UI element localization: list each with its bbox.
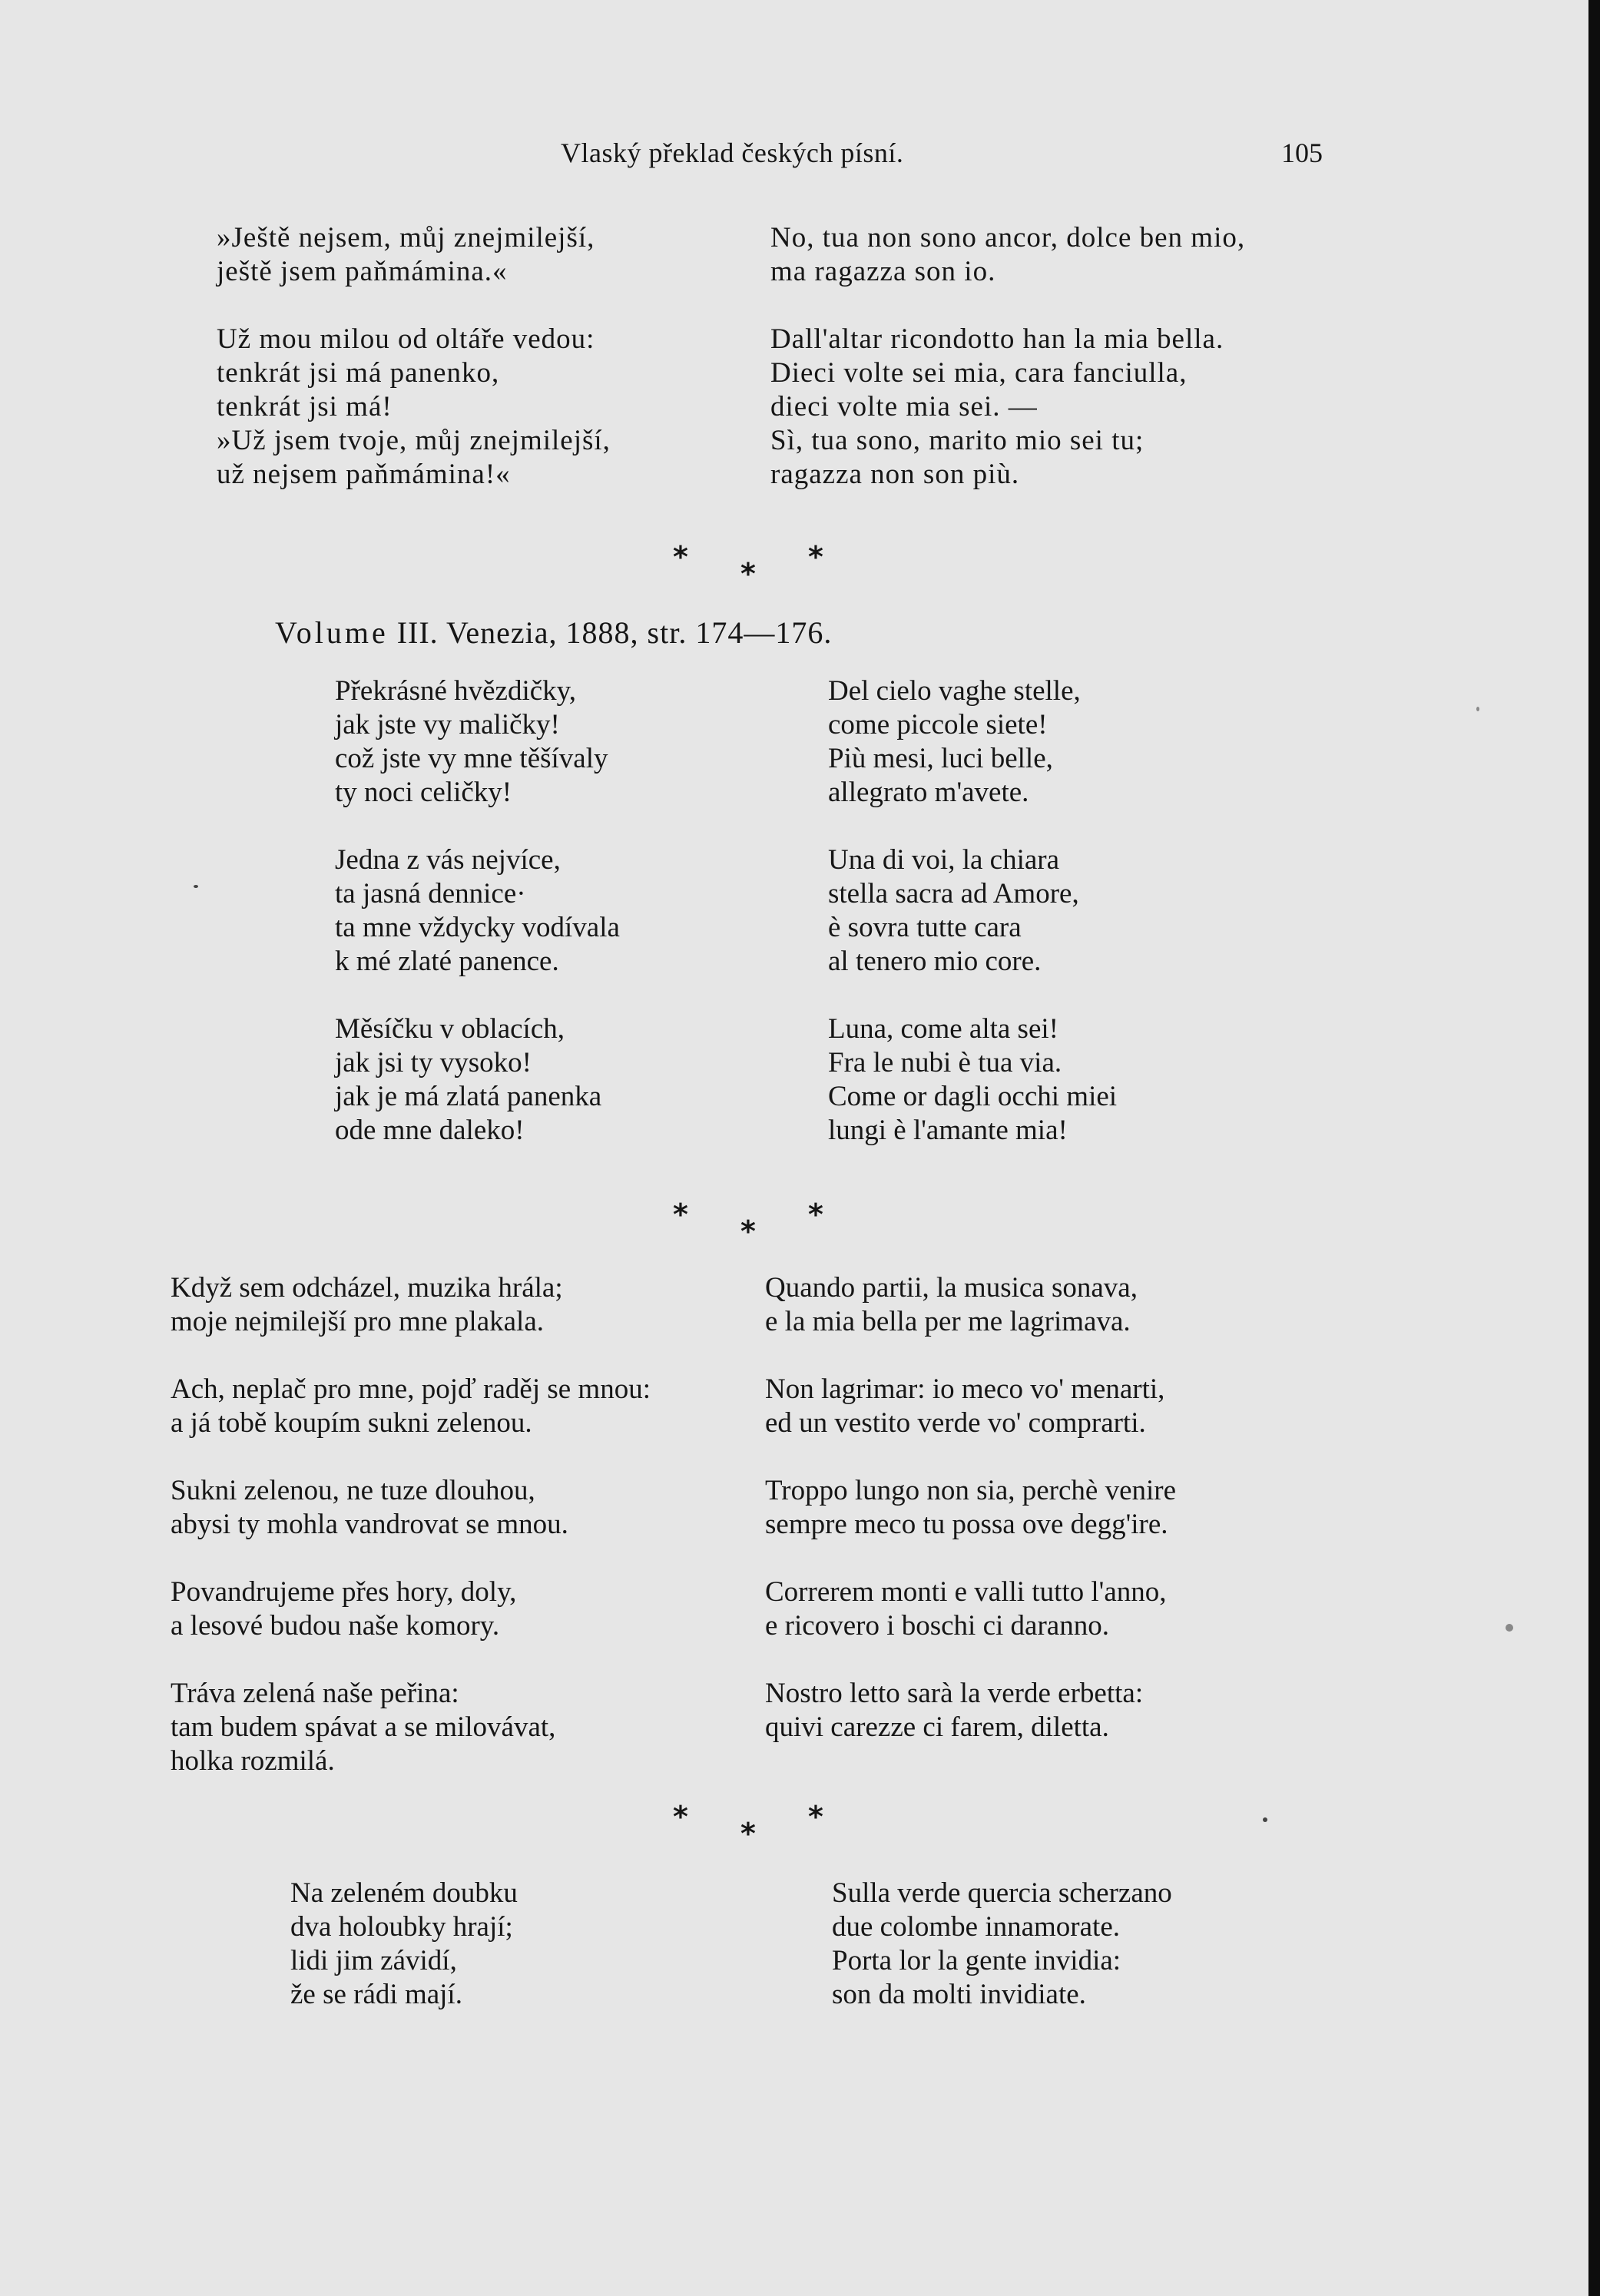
- volume-reference: III. Venezia, 1888, str. 174—176.: [396, 615, 833, 650]
- czech-verse-section-4: [290, 1877, 518, 2012]
- verse-line: Měsíčku v oblacích,: [335, 1013, 565, 1045]
- verse-line: Když sem odcházel, muzika hrála;: [171, 1272, 563, 1304]
- verse-line: že se rádi mají.: [290, 1979, 462, 2010]
- verse-line: Del cielo vaghe stelle,: [828, 675, 1081, 707]
- verse-line: Più mesi, luci belle,: [828, 743, 1053, 774]
- verse-line: No, tua non sono ancor, dolce ben mio,: [770, 222, 1246, 253]
- verse-line: e la mia bella per me lagrimava.: [765, 1306, 1131, 1337]
- verse-line: moje nejmilejší pro mne plakala.: [171, 1306, 545, 1337]
- asterisk: *: [740, 1817, 756, 1850]
- czech-verse-section-2: [335, 674, 620, 1148]
- verse-line: ta mne vždycky vodívala: [335, 912, 620, 943]
- verse-line: holka rozmilá.: [171, 1745, 335, 1777]
- italian-verse-section-3: [765, 1271, 1176, 1744]
- verse-line: jak jsi ty vysoko!: [335, 1047, 532, 1078]
- verse-line: lidi jim závidí,: [290, 1945, 457, 1976]
- verse-line: což jste vy mne těšívaly: [335, 743, 608, 774]
- asterisk: *: [808, 1198, 823, 1231]
- verse-line: Correrem monti e valli tutto l'anno,: [765, 1576, 1167, 1608]
- verse-line: lungi è l'amante mia!: [828, 1115, 1068, 1146]
- verse-line: al tenero mio core.: [828, 946, 1042, 977]
- czech-verse-section-3: [171, 1271, 651, 1778]
- verse-line: e ricovero i boschi ci daranno.: [765, 1610, 1109, 1642]
- scan-speck: [1263, 1817, 1267, 1822]
- verse-line: stella sacra ad Amore,: [828, 878, 1079, 909]
- verse-line: Na zeleném doubku: [290, 1877, 518, 1909]
- verse-line: due colombe innamorate.: [832, 1911, 1121, 1943]
- verse-line: ode mne daleko!: [335, 1115, 525, 1146]
- verse-line: ještě jsem paňmámina.«: [217, 256, 508, 287]
- asterisk: *: [673, 540, 688, 574]
- verse-line: jak jste vy maličky!: [335, 709, 560, 740]
- verse-line: quivi carezze ci farem, diletta.: [765, 1711, 1109, 1743]
- verse-line: Tráva zelená naše peřina:: [171, 1678, 459, 1709]
- verse-line: Porta lor la gente invidia:: [832, 1945, 1121, 1976]
- asterisk: *: [673, 1198, 688, 1231]
- verse-line: ty noci celičky!: [335, 777, 512, 808]
- asterisk: *: [740, 557, 756, 591]
- verse-line: Luna, come alta sei!: [828, 1013, 1058, 1045]
- verse-line: Už mou milou od oltáře vedou:: [217, 323, 595, 355]
- verse-line: son da molti invidiate.: [832, 1979, 1086, 2010]
- italian-verse-section-2: [828, 674, 1117, 1148]
- verse-line: »Ještě nejsem, můj znejmilejší,: [217, 222, 595, 253]
- italian-verse-section-1: [770, 221, 1245, 492]
- verse-line: Ach, neplač pro mne, pojď raděj se mnou:: [171, 1373, 651, 1405]
- volume-word: Volume: [275, 615, 389, 650]
- verse-line: come piccole siete!: [828, 709, 1048, 740]
- asterisk: *: [740, 1214, 756, 1248]
- verse-line: tam budem spávat a se milovávat,: [171, 1711, 556, 1743]
- page-number: 105: [1281, 137, 1323, 168]
- verse-line: Sulla verde quercia scherzano: [832, 1877, 1172, 1909]
- verse-line: Dieci volte sei mia, cara fanciulla,: [770, 357, 1188, 389]
- verse-line: Una di voi, la chiara: [828, 844, 1060, 876]
- verse-line: tenkrát jsi má panenko,: [217, 357, 500, 389]
- verse-line: dva holoubky hrají;: [290, 1911, 513, 1943]
- verse-line: tenkrát jsi má!: [217, 391, 393, 422]
- verse-line: dieci volte mia sei. —: [770, 391, 1038, 422]
- verse-line: ma ragazza son io.: [770, 256, 996, 287]
- asterism-separator: [673, 1200, 842, 1261]
- verse-line: ta jasná dennice·: [335, 878, 526, 909]
- volume-heading: [275, 615, 832, 651]
- verse-line: Sukni zelenou, ne tuze dlouhou,: [171, 1475, 535, 1506]
- verse-line: k mé zlaté panence.: [335, 946, 559, 977]
- asterisk: *: [808, 540, 823, 574]
- scan-speck: [1506, 1624, 1513, 1632]
- verse-line: ed un vestito verde vo' comprarti.: [765, 1407, 1146, 1439]
- asterisk: *: [808, 1800, 823, 1834]
- verse-line: Troppo lungo non sia, perchè venire: [765, 1475, 1177, 1506]
- scan-edge-shadow: [1588, 0, 1600, 2296]
- verse-line: Jedna z vás nejvíce,: [335, 844, 561, 876]
- verse-line: a já tobě koupím sukni zelenou.: [171, 1407, 532, 1439]
- running-title: Vlaský překlad českých písní.: [561, 137, 904, 168]
- verse-line: sempre meco tu possa ove degg'ire.: [765, 1509, 1168, 1540]
- verse-line: Fra le nubi è tua via.: [828, 1047, 1062, 1078]
- running-header: [0, 137, 1506, 183]
- verse-line: Překrásné hvězdičky,: [335, 675, 577, 707]
- verse-line: »Už jsem tvoje, můj znejmilejší,: [217, 425, 611, 456]
- scan-speck: [1476, 707, 1479, 711]
- verse-line: abysi ty mohla vandrovat se mnou.: [171, 1509, 568, 1540]
- verse-line: a lesové budou naše komory.: [171, 1610, 500, 1642]
- asterism-separator: [673, 1802, 842, 1864]
- verse-line: è sovra tutte cara: [828, 912, 1022, 943]
- verse-line: Dall'altar ricondotto han la mia bella.: [770, 323, 1224, 355]
- verse-line: Come or dagli occhi miei: [828, 1081, 1118, 1112]
- verse-line: Nostro letto sarà la verde erbetta:: [765, 1678, 1144, 1709]
- verse-line: už nejsem paňmámina!«: [217, 459, 511, 490]
- verse-line: allegrato m'avete.: [828, 777, 1029, 808]
- scan-speck: [194, 885, 198, 888]
- verse-line: ragazza non son più.: [770, 459, 1020, 490]
- verse-line: Povandrujeme přes hory, doly,: [171, 1576, 517, 1608]
- czech-verse-section-1: [217, 221, 611, 492]
- verse-line: Non lagrimar: io meco vo' menarti,: [765, 1373, 1165, 1405]
- asterism-separator: [673, 542, 842, 604]
- italian-verse-section-4: [832, 1877, 1172, 2012]
- verse-line: jak je má zlatá panenka: [335, 1081, 602, 1112]
- verse-line: Sì, tua sono, marito mio sei tu;: [770, 425, 1145, 456]
- asterisk: *: [673, 1800, 688, 1834]
- verse-line: Quando partii, la musica sonava,: [765, 1272, 1138, 1304]
